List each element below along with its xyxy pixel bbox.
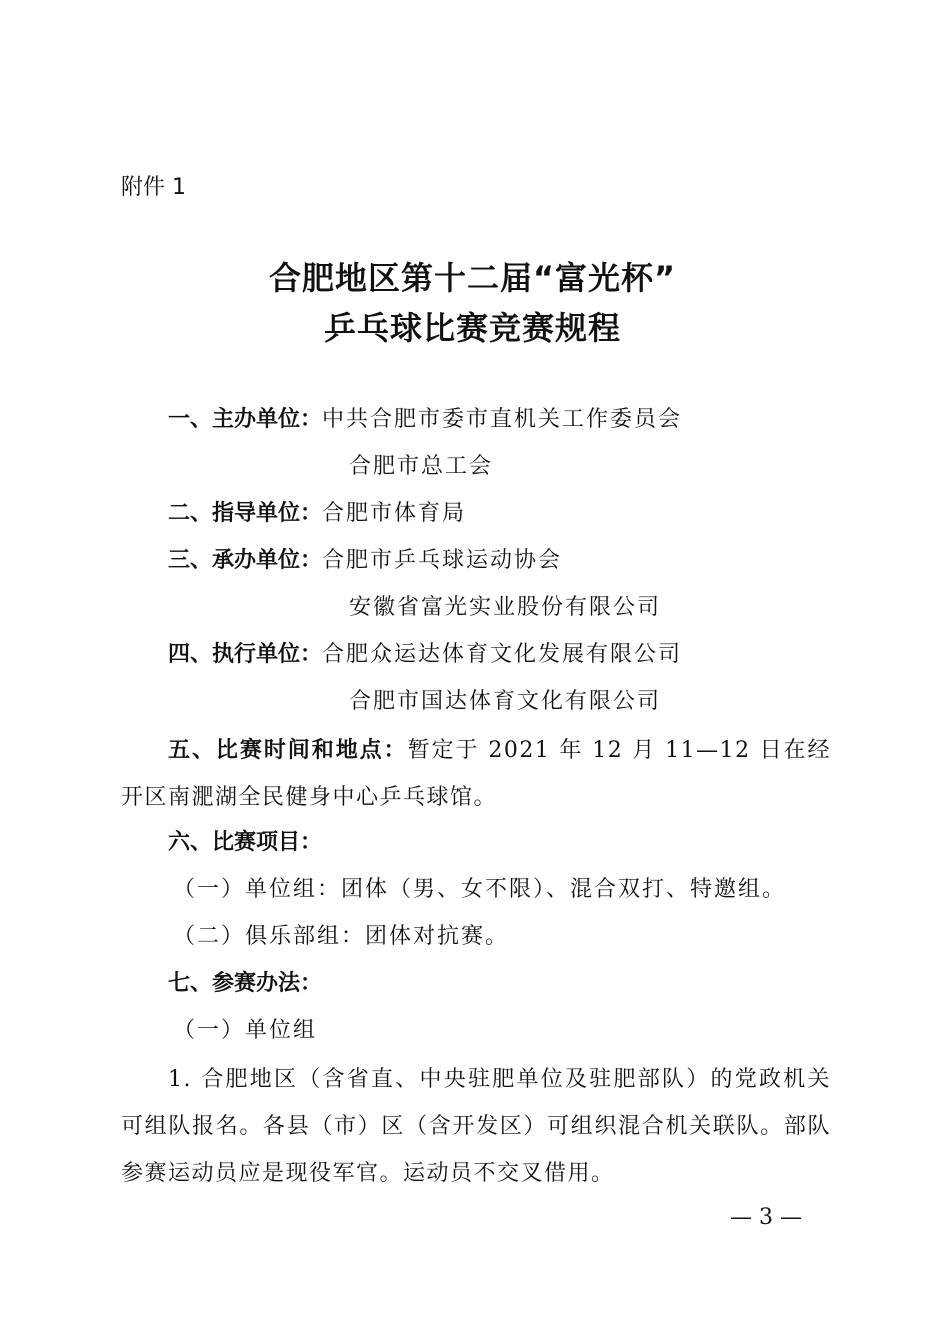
method-sub-heading: （一）单位组 — [173, 1018, 318, 1043]
executor-value-2: 合肥市国达体育文化有限公司 — [349, 689, 662, 714]
host-value-1: 合肥市乒乓球运动协会 — [322, 548, 563, 573]
time-place-label: 五、比赛时间和地点： — [168, 738, 408, 763]
method-rule-1: 1. 合肥地区（含省直、中央驻肥单位及驻肥部队）的党政机关可组队报名。各县（市）区（含开发区）可组织混合机关联队。部队参赛运动员应是现役军官。运动员不交叉借用。 — [121, 1067, 831, 1186]
events-label: 六、比赛项目： — [168, 830, 323, 855]
events-item-1: （一）单位组：团体（男、女不限）、混合双打、特邀组。 — [173, 877, 787, 902]
executor-label: 四、执行单位： — [168, 642, 323, 667]
executor-value-1: 合肥众运达体育文化发展有限公司 — [322, 642, 683, 667]
organizer-label: 一、主办单位： — [168, 407, 323, 432]
events-item-2: （二）俱乐部组：团体对抗赛。 — [173, 924, 510, 949]
organizer-row — [168, 404, 682, 436]
organizer-value-1: 中共合肥市委市直机关工作委员会 — [322, 407, 683, 432]
host-value-2: 安徽省富光实业股份有限公司 — [349, 595, 662, 620]
host-row — [168, 545, 562, 577]
time-place-text: 暂定于 2021 年 12 月 11—12 日在经开区南淝湖全民健身中心乒乓球馆。 — [121, 738, 831, 810]
document-title-line2: 乒乓球比赛竞赛规程 — [323, 309, 621, 347]
guide-value-1: 合肥市体育局 — [322, 501, 467, 526]
time-place-paragraph — [121, 727, 831, 821]
document-title-line1: 合肥地区第十二届“富光杯” — [268, 259, 677, 297]
executor-row — [168, 639, 682, 671]
method-label: 七、参赛办法： — [168, 971, 323, 996]
host-label: 三、承办单位： — [168, 548, 323, 573]
page-number: — 3 — — [730, 1205, 802, 1230]
guide-row — [168, 498, 466, 530]
attachment-label: 附件 1 — [121, 175, 186, 200]
guide-label: 二、指导单位： — [168, 501, 323, 526]
organizer-value-2: 合肥市总工会 — [349, 454, 494, 479]
